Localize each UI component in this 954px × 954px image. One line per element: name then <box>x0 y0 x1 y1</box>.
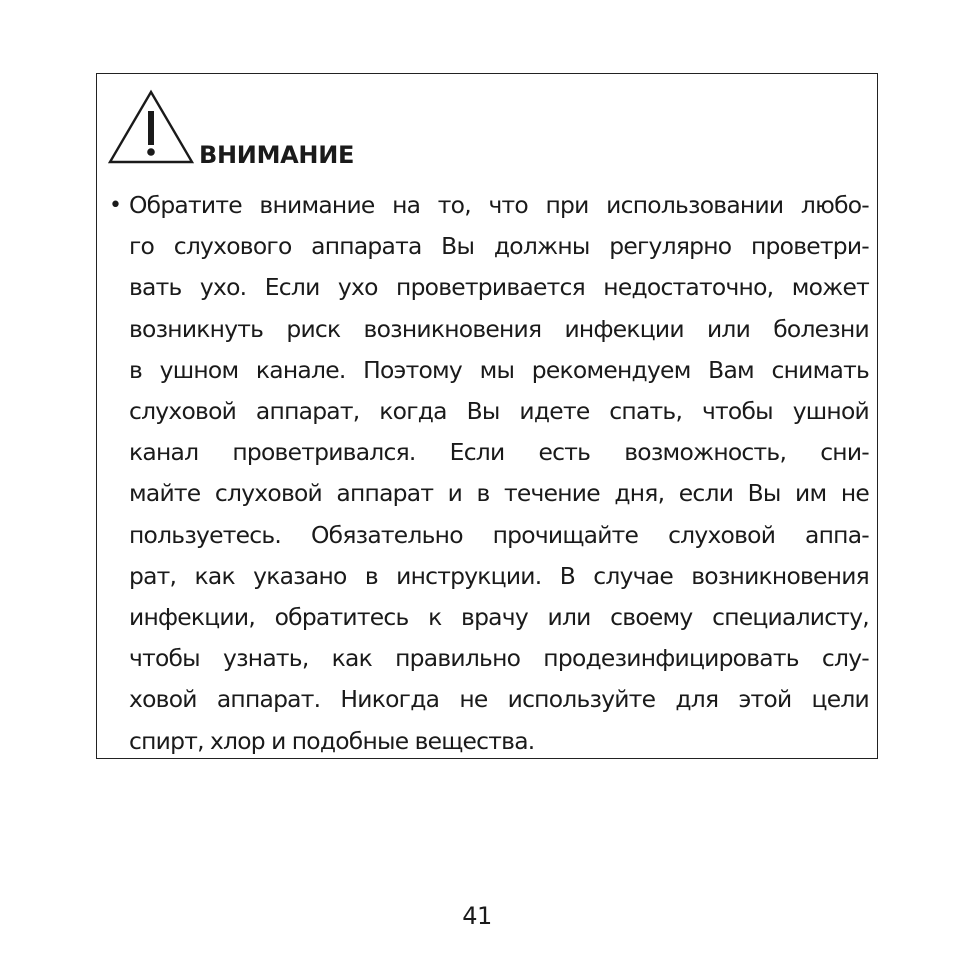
text-line: майте слуховой аппарат и в течение дня, если Вы им не <box>129 479 869 508</box>
text-line: чтобы узнать, как правильно продезинфицировать слу- <box>129 644 869 673</box>
page-number: 41 <box>462 902 492 930</box>
warning-box <box>96 73 878 759</box>
text-line: вать ухо. Если ухо проветривается недостаточно, может <box>129 273 869 302</box>
warning-title: ВНИМАНИЕ <box>199 141 355 169</box>
bullet-marker: • <box>109 193 122 218</box>
warning-body-text <box>129 185 869 762</box>
text-line: слуховой аппарат, когда Вы идете спать, чтобы ушной <box>129 397 869 426</box>
text-line: в ушном канале. Поэтому мы рекомендуем Вам снимать <box>129 355 869 384</box>
text-line: канал проветривался. Если есть возможность, сни- <box>129 438 869 467</box>
text-line: спирт, хлор и подобные вещества. <box>129 726 535 755</box>
text-line: го слухового аппарата Вы должны регулярно проветри- <box>129 232 869 261</box>
text-line: рат, как указано в инструкции. В случае возникновения <box>129 561 869 590</box>
warning-triangle-icon <box>107 89 195 165</box>
text-line: пользуетесь. Обязательно прочищайте слуховой аппа- <box>129 520 869 549</box>
text-line: ховой аппарат. Никогда не используйте для этой цели <box>129 685 869 714</box>
text-line: возникнуть риск возникновения инфекции или болезни <box>129 314 869 343</box>
text-line: инфекции, обратитесь к врачу или своему специалисту, <box>129 603 869 632</box>
warning-header <box>107 89 355 169</box>
text-line: Обратите внимание на то, что при использовании любо- <box>129 191 869 219</box>
